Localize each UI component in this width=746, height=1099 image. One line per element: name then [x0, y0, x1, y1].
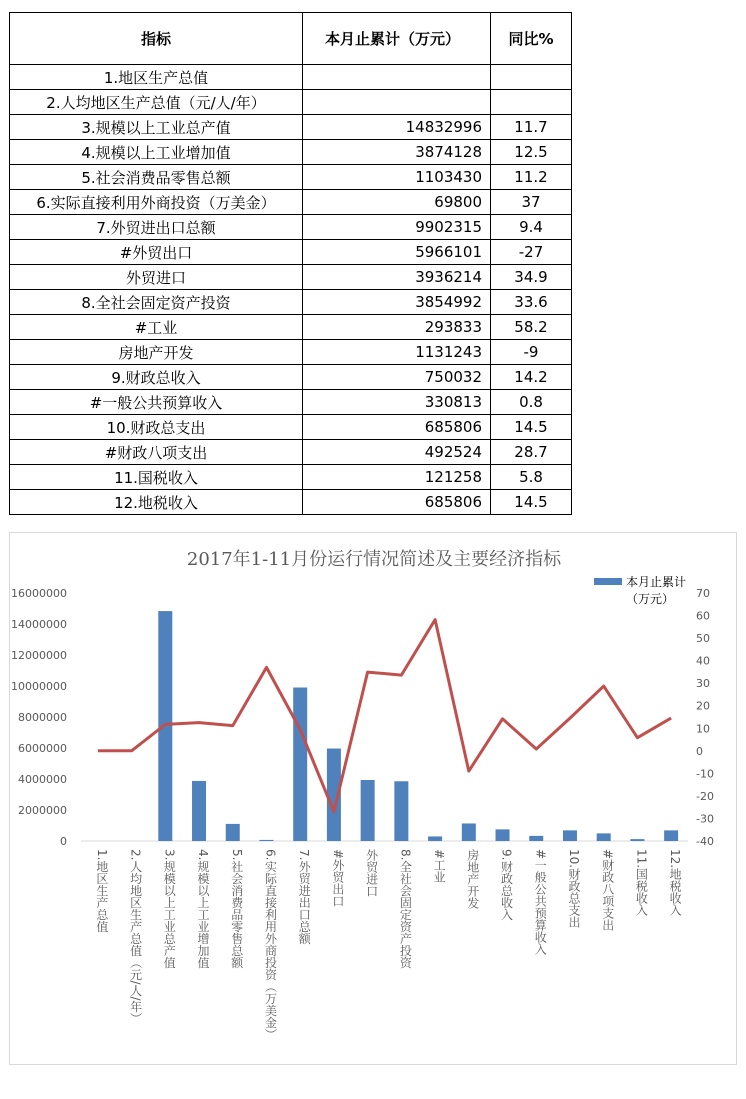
bar-12 — [496, 829, 510, 841]
y-right-tick-label: 0 — [696, 744, 703, 758]
y-right-tick-label: 30 — [696, 677, 710, 691]
yoy-cell: 14.5 — [491, 415, 572, 440]
table-row — [10, 115, 572, 140]
indicator-cell: 房地产开发 — [10, 340, 303, 365]
combo-chart — [10, 533, 738, 1066]
bar-16 — [630, 839, 644, 841]
y-right-tick-label: 20 — [696, 699, 710, 713]
bar-15 — [597, 833, 611, 841]
cumulative-cell — [303, 90, 491, 115]
y-right-tick-label: 70 — [696, 587, 710, 600]
cumulative-cell: 1103430 — [303, 165, 491, 190]
cumulative-cell: 121258 — [303, 465, 491, 490]
yoy-cell: -27 — [491, 240, 572, 265]
bar-10 — [428, 836, 442, 841]
cumulative-cell: 492524 — [303, 440, 491, 465]
table-row — [10, 315, 572, 340]
y-left-tick-label: 8000000 — [18, 711, 67, 724]
y-left-tick-label: 6000000 — [18, 742, 67, 755]
yoy-cell — [491, 65, 572, 90]
table-row — [10, 415, 572, 440]
yoy-cell: 9.4 — [491, 215, 572, 240]
table-row — [10, 365, 572, 390]
yoy-cell: 11.2 — [491, 165, 572, 190]
table-row — [10, 340, 572, 365]
bar-4 — [226, 824, 240, 841]
x-tick-label: 6.实际直接利用外商投资（万美金） — [263, 849, 278, 1041]
x-tick-label: #外贸出口 — [330, 849, 345, 908]
cumulative-cell: 1131243 — [303, 340, 491, 365]
x-tick-label: 9.财政总收入 — [499, 849, 514, 921]
table-body — [10, 65, 572, 515]
indicator-cell: 7.外贸进出口总额 — [10, 215, 303, 240]
yoy-cell: 5.8 — [491, 465, 572, 490]
header-indicator: 指标 — [10, 13, 303, 65]
table-row — [10, 290, 572, 315]
x-tick-label: 7.外贸进出口总额 — [297, 849, 312, 945]
y-right-tick-label: 50 — [696, 632, 710, 646]
x-tick-label: 11.国税收入 — [634, 849, 649, 917]
indicator-cell: 3.规模以上工业总产值 — [10, 115, 303, 140]
yoy-cell: 14.2 — [491, 365, 572, 390]
bar-14 — [563, 830, 577, 841]
y-right-tick-label: -30 — [696, 812, 714, 826]
bar-5 — [259, 840, 273, 841]
yoy-cell: 33.6 — [491, 290, 572, 315]
yoy-cell: 28.7 — [491, 440, 572, 465]
y-right-tick-label: 60 — [696, 609, 710, 623]
x-tick-label: 10.财政总支出 — [566, 849, 581, 929]
yoy-cell: -9 — [491, 340, 572, 365]
table-row — [10, 140, 572, 165]
yoy-cell: 58.2 — [491, 315, 572, 340]
yoy-cell: 11.7 — [491, 115, 572, 140]
cumulative-cell: 685806 — [303, 415, 491, 440]
x-tick-label: #财政八项支出 — [600, 849, 615, 932]
yoy-cell: 37 — [491, 190, 572, 215]
indicator-cell: #外贸出口 — [10, 240, 303, 265]
table-row — [10, 390, 572, 415]
x-tick-label: #一般公共预算收入 — [533, 849, 548, 956]
bar-8 — [361, 780, 375, 841]
data-table — [9, 12, 572, 515]
indicator-cell: 2.人均地区生产总值（元/人/年） — [10, 90, 303, 115]
indicator-cell: 5.社会消费品零售总额 — [10, 165, 303, 190]
y-left-tick-label: 4000000 — [18, 773, 67, 786]
indicator-cell: #财政八项支出 — [10, 440, 303, 465]
y-left-tick-label: 2000000 — [18, 804, 67, 817]
table-row — [10, 65, 572, 90]
table-row — [10, 90, 572, 115]
cumulative-cell — [303, 65, 491, 90]
indicator-cell: 12.地税收入 — [10, 490, 303, 515]
bar-6 — [293, 688, 307, 841]
y-left-tick-label: 12000000 — [11, 649, 67, 662]
table-row — [10, 265, 572, 290]
indicator-cell: 9.财政总收入 — [10, 365, 303, 390]
indicator-cell: 6.实际直接利用外商投资（万美金） — [10, 190, 303, 215]
indicator-cell: #一般公共预算收入 — [10, 390, 303, 415]
x-tick-label: 8.全社会固定资产投资 — [398, 849, 413, 969]
indicator-cell: 4.规模以上工业增加值 — [10, 140, 303, 165]
yoy-cell: 34.9 — [491, 265, 572, 290]
x-tick-label: 1.地区生产总值 — [94, 849, 109, 933]
x-tick-label: 3.规模以上工业总产值 — [162, 849, 177, 969]
header-cumulative: 本月止累计（万元） — [303, 13, 491, 65]
cumulative-cell: 293833 — [303, 315, 491, 340]
chart-title: 2017年1-11月份运行情况简述及主要经济指标 — [186, 549, 562, 570]
cumulative-cell: 330813 — [303, 390, 491, 415]
bar-13 — [529, 836, 543, 841]
header-yoy: 同比% — [491, 13, 572, 65]
y-right-tick-label: -40 — [696, 835, 714, 848]
cumulative-cell: 14832996 — [303, 115, 491, 140]
table-row — [10, 215, 572, 240]
x-tick-label: 5.社会消费品零售总额 — [229, 849, 244, 969]
y-left-tick-label: 0 — [60, 835, 67, 848]
cumulative-cell: 685806 — [303, 490, 491, 515]
cumulative-cell: 3936214 — [303, 265, 491, 290]
yoy-cell: 12.5 — [491, 140, 572, 165]
bar-9 — [394, 781, 408, 841]
yoy-cell: 0.8 — [491, 390, 572, 415]
chart-container — [9, 532, 737, 1065]
y-right-tick-label: 40 — [696, 654, 710, 668]
table-row — [10, 240, 572, 265]
indicator-cell: 8.全社会固定资产投资 — [10, 290, 303, 315]
bar-11 — [462, 823, 476, 841]
y-left-tick-label: 14000000 — [11, 618, 67, 631]
table-row — [10, 165, 572, 190]
x-tick-label: 4.规模以上工业增加值 — [196, 849, 211, 969]
y-right-tick-label: 10 — [696, 722, 710, 736]
table-row — [10, 190, 572, 215]
cumulative-cell: 750032 — [303, 365, 491, 390]
bar-17 — [664, 830, 678, 841]
x-tick-label: 2.人均地区生产总值（元/人/年） — [128, 849, 143, 1025]
legend-label: 本月止累计 — [626, 575, 687, 589]
table-row — [10, 465, 572, 490]
legend-label-unit: （万元） — [626, 592, 675, 606]
yoy-cell — [491, 90, 572, 115]
table-row — [10, 440, 572, 465]
x-tick-label: 12.地税收入 — [668, 849, 683, 917]
indicator-cell: 10.财政总支出 — [10, 415, 303, 440]
indicator-cell: 外贸进口 — [10, 265, 303, 290]
y-left-tick-label: 16000000 — [11, 587, 67, 600]
x-tick-label: 房地产开发 — [465, 849, 480, 909]
y-left-tick-label: 10000000 — [11, 680, 67, 693]
cumulative-cell: 3854992 — [303, 290, 491, 315]
cumulative-cell: 3874128 — [303, 140, 491, 165]
x-tick-label: 外贸进口 — [364, 849, 379, 897]
y-right-tick-label: -20 — [696, 789, 714, 803]
indicator-cell: 11.国税收入 — [10, 465, 303, 490]
bar-3 — [192, 781, 206, 841]
x-tick-label: #工业 — [432, 849, 447, 884]
indicator-cell: 1.地区生产总值 — [10, 65, 303, 90]
yoy-line — [98, 620, 671, 812]
table-row — [10, 490, 572, 515]
cumulative-cell: 5966101 — [303, 240, 491, 265]
cumulative-cell: 9902315 — [303, 215, 491, 240]
cumulative-cell: 69800 — [303, 190, 491, 215]
indicator-cell: #工业 — [10, 315, 303, 340]
legend-swatch — [594, 578, 622, 585]
yoy-cell: 14.5 — [491, 490, 572, 515]
y-right-tick-label: -10 — [696, 767, 714, 781]
table-header-row — [10, 13, 572, 65]
